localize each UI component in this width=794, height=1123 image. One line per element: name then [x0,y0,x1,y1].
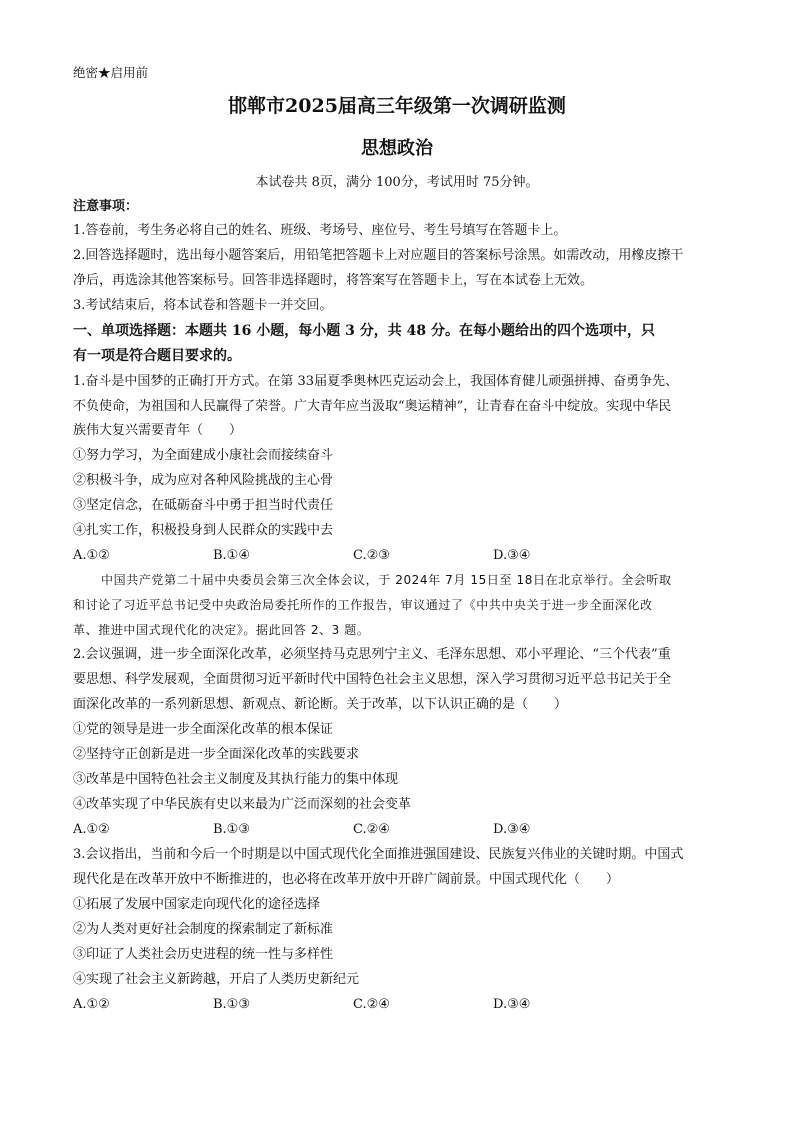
question-2-statement: ④改革实现了中华民族有史以来最为广泛而深刻的社会变革 [73,797,412,812]
question-2-stem: 要思想、科学发展观，全面贯彻习近平新时代中国特色社会主义思想，深入学习贯彻习近平总书记关于全 [73,672,672,687]
material-text: 革、推进中国式现代化的决定》。据此回答 2、3 题。 [73,623,370,637]
question-3-statement: ④实现了社会主义新跨越，开启了人类历史新纪元 [73,972,360,987]
material-text: 中国共产党第二十届中央委员会第三次全体会议，于 2024年 7月 15日至 18日在北京举行。全会听取 [101,573,672,587]
question-1-statement: ④扎实工作，积极投身到人民群众的实践中去 [73,523,334,538]
question-1-stem: 不负使命，为祖国和人民赢得了荣誉。广大青年应当汲取“奥运精神”，让青春在奋斗中绽放。实现中华民 [73,399,672,414]
note-item: 1.答卷前，考生务必将自己的姓名、班级、考场号、座位号、考生号填写在答题卡上。 [73,223,567,238]
question-1-choices [73,546,723,566]
choice-b: B.①③ [213,822,250,837]
question-2-choices [73,820,723,840]
section-heading: 一、单项选择题：本题共 16 小题，每小题 3 分，共 48 分。在每小题给出的四个选项中，只 [73,323,655,339]
choice-a: A.①② [73,997,110,1012]
question-3-statement: ②为人类对更好社会制度的探索制定了新标准 [73,922,334,937]
choice-c: C.②③ [353,548,390,563]
question-2-stem: 2.会议强调，进一步全面深化改革，必须坚持马克思列宁主义、毛泽东思想、邓小平理论、“三个代表”重 [73,647,671,662]
choice-a: A.①② [73,822,110,837]
question-3-statement: ①拓展了发展中国家走向现代化的途径选择 [73,897,321,912]
exam-title: 邯郸市2025届高三年级第一次调研监测 [228,95,566,117]
choice-a: A.①② [73,548,110,563]
choice-b: B.①③ [213,997,250,1012]
choice-c: C.②④ [353,822,390,837]
question-2-stem: 面深化改革的一系列新思想、新观点、新论断。关于改革，以下认识正确的是（ ） [73,697,568,712]
choice-d: D.③④ [493,822,531,837]
notes-heading: 注意事项： [73,199,139,214]
note-item: 3.考试结束后，将本试卷和答题卡一并交回。 [73,298,333,313]
question-2-statement: ③改革是中国特色社会主义制度及其执行能力的集中体现 [73,772,399,787]
question-3-stem: 现代化是在改革开放中不断推进的，也必将在改革开放中开辟广阔前景。中国式现代化（ ） [73,872,620,887]
choice-c: C.②④ [353,997,390,1012]
question-1-stem: 族伟大复兴需要青年（ ） [73,423,243,438]
choice-b: B.①④ [213,548,250,563]
choice-d: D.③④ [493,997,531,1012]
question-3-stem: 3.会议指出，当前和今后一个时期是以中国式现代化全面推进强国建设、民族复兴伟业的关键时期。中国式 [73,847,684,862]
question-2-statement: ②坚持守正创新是进一步全面深化改革的实践要求 [73,747,360,762]
material-text: 和讨论了习近平总书记受中央政治局委托所作的工作报告，审议通过了《中共中央关于进一步全面深化改 [73,598,653,612]
question-3-choices [73,995,723,1015]
question-1-statement: ①努力学习，为全面建成小康社会而接续奋斗 [73,448,334,463]
note-item: 2.回答选择题时，选出每小题答案后，用铅笔把答题卡上对应题目的答案标号涂黑。如需改动，用橡皮擦干 [73,248,684,263]
exam-info: 本试卷共 8页，满分 100分，考试用时 75分钟。 [255,175,539,190]
question-1-statement: ②积极斗争，成为应对各种风险挑战的主心骨 [73,473,334,488]
question-3-statement: ③印证了人类社会历史进程的统一性与多样性 [73,947,334,962]
choice-d: D.③④ [493,548,531,563]
section-heading-continued: 有一项是符合题目要求的。 [73,348,241,364]
question-2-statement: ①党的领导是进一步全面深化改革的根本保证 [73,722,334,737]
note-item-continued: 净后，再选涂其他答案标号。回答非选择题时，将答案写在答题卡上，写在本试卷上无效。 [73,273,594,288]
question-1-stem: 1.奋斗是中国梦的正确打开方式。在第 33届夏季奥林匹克运动会上，我国体育健儿顽强拼搏、奋勇争先、 [73,374,679,389]
confidential-mark: 绝密★启用前 [73,65,149,80]
subject-title: 思想政治 [361,138,433,159]
question-1-statement: ③坚定信念，在砥砺奋斗中勇于担当时代责任 [73,498,334,513]
